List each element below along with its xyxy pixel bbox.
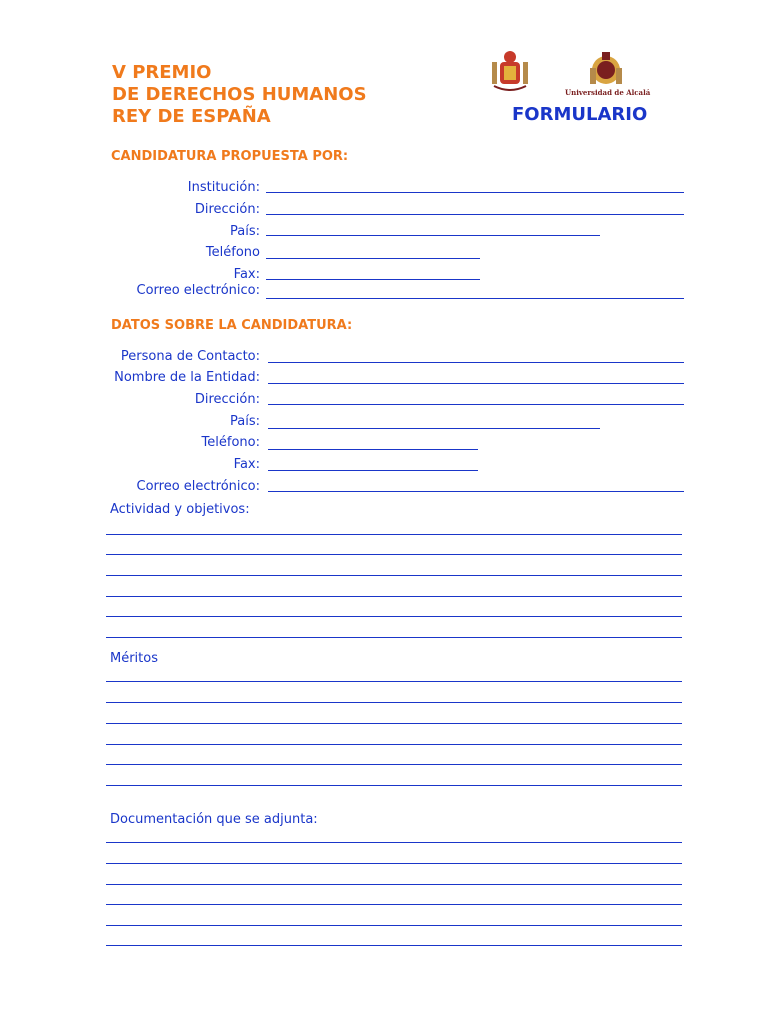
field-label: Dirección: [194, 202, 260, 217]
defensor-del-pueblo-logo [480, 48, 542, 100]
telefono-2-input-line[interactable] [268, 449, 478, 450]
actividad-line-1[interactable] [106, 534, 682, 535]
meritos-line-1[interactable] [106, 681, 682, 682]
actividad-objetivos-label: Actividad y objetivos: [110, 502, 250, 517]
meritos-line-4[interactable] [106, 744, 682, 745]
field-nombre-entidad [0, 370, 260, 390]
field-persona-contacto [0, 349, 260, 369]
field-label: País: [230, 224, 260, 239]
field-correo-2 [0, 479, 260, 499]
documentacion-line-1[interactable] [106, 842, 682, 843]
pais-input-line[interactable] [266, 235, 600, 236]
field-label: Dirección: [194, 392, 260, 407]
field-direccion [0, 202, 260, 222]
documentacion-label: Documentación que se adjunta: [110, 812, 318, 827]
field-telefono-2 [0, 435, 260, 455]
form-title: FORMULARIO [512, 104, 648, 125]
field-label: Teléfono: [201, 435, 260, 450]
field-institucion [0, 180, 260, 200]
field-telefono [0, 245, 260, 265]
meritos-label: Méritos [110, 651, 158, 666]
field-label: Correo electrónico: [136, 479, 260, 494]
field-label: Persona de Contacto: [120, 349, 260, 364]
prize-title [112, 62, 367, 128]
field-label: Teléfono [205, 245, 260, 260]
meritos-line-6[interactable] [106, 785, 682, 786]
institucion-input-line[interactable] [266, 192, 684, 193]
meritos-line-5[interactable] [106, 764, 682, 765]
fax-input-line[interactable] [266, 279, 480, 280]
correo-input-line[interactable] [266, 298, 684, 299]
field-direccion-2 [0, 392, 260, 412]
field-label: Institución: [187, 180, 260, 195]
field-label: Correo electrónico: [136, 283, 260, 298]
meritos-line-3[interactable] [106, 723, 682, 724]
logos [480, 48, 670, 100]
direccion-2-input-line[interactable] [268, 404, 684, 405]
documentacion-line-3[interactable] [106, 884, 682, 885]
actividad-line-3[interactable] [106, 575, 682, 576]
field-pais-2 [0, 414, 260, 434]
field-label: Fax: [233, 267, 260, 282]
actividad-line-2[interactable] [106, 554, 682, 555]
field-pais [0, 224, 260, 244]
section-datos-heading: DATOS SOBRE LA CANDIDATURA: [111, 318, 353, 333]
documentacion-line-5[interactable] [106, 925, 682, 926]
field-fax-2 [0, 457, 260, 477]
field-label: País: [230, 414, 260, 429]
documentacion-line-6[interactable] [106, 945, 682, 946]
documentacion-line-4[interactable] [106, 904, 682, 905]
documentacion-line-2[interactable] [106, 863, 682, 864]
field-correo [0, 283, 260, 303]
telefono-input-line[interactable] [266, 258, 480, 259]
section-candidatura-heading: CANDIDATURA PROPUESTA POR: [111, 149, 349, 164]
actividad-line-6[interactable] [106, 637, 682, 638]
direccion-input-line[interactable] [266, 214, 684, 215]
prize-title-line-3: REY DE ESPAÑA [112, 106, 271, 127]
field-label: Fax: [233, 457, 260, 472]
universidad-de-alcala-caption: Universidad de Alcalá [565, 88, 651, 97]
persona-contacto-input-line[interactable] [268, 362, 684, 363]
nombre-entidad-input-line[interactable] [268, 383, 684, 384]
prize-title-line-1: V PREMIO [112, 62, 212, 83]
meritos-line-2[interactable] [106, 702, 682, 703]
correo-2-input-line[interactable] [268, 491, 684, 492]
fax-2-input-line[interactable] [268, 470, 478, 471]
pais-2-input-line[interactable] [268, 428, 600, 429]
actividad-line-4[interactable] [106, 596, 682, 597]
prize-title-line-2: DE DERECHOS HUMANOS [112, 84, 367, 105]
field-label: Nombre de la Entidad: [114, 370, 260, 385]
actividad-line-5[interactable] [106, 616, 682, 617]
